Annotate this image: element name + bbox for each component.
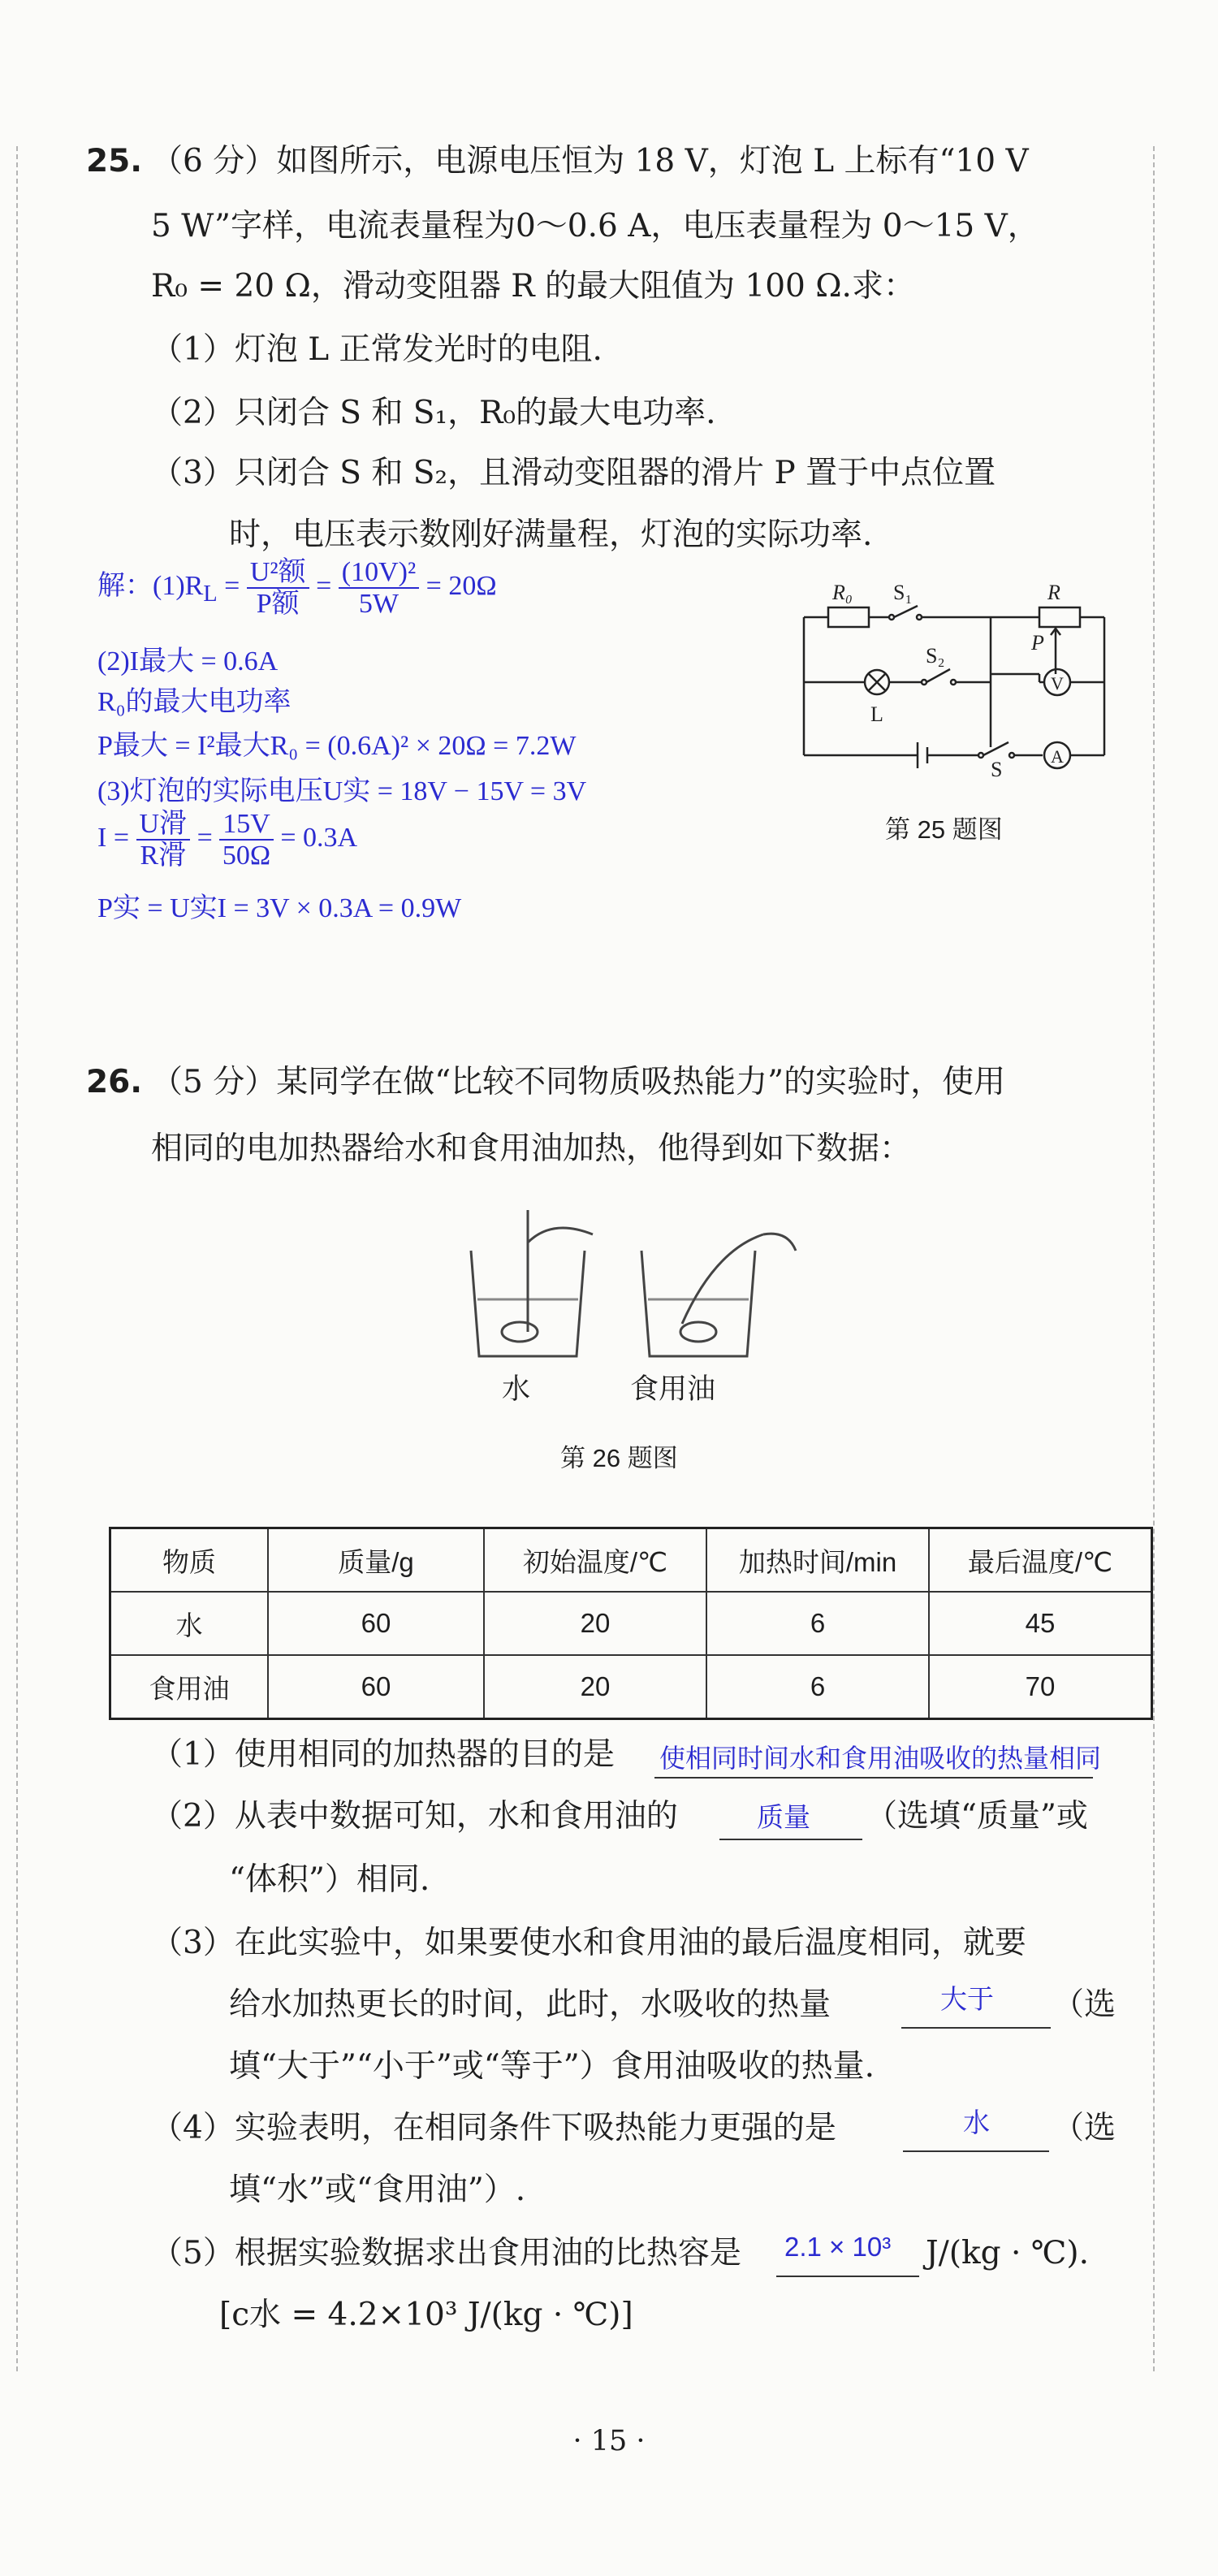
table-header: 加热时间/min [706,1528,929,1593]
label-s: S [991,758,1003,780]
q26-s2-line2: “体积”）相同. [229,1861,430,1898]
label-p: P [1031,631,1044,655]
beaker-figure [455,1202,812,1364]
table-cell: 20 [484,1592,706,1655]
data-table [109,1527,1153,1720]
q26-line2: 相同的电加热器给水和食用油加热，他得到如下数据： [151,1130,912,1167]
q26-s2-text: （2）从表中数据可知，水和食用油的 [151,1798,678,1835]
q25-figure-caption: 第 25 题图 [885,815,1003,844]
q26-s5-line2: [c水 = 4.2×10³ J/(kg · ℃)] [219,2297,633,2333]
answer-1: 使相同时间水和食用油吸收的热量相同 [659,1744,1102,1773]
answer-4: 水 [963,2107,990,2137]
solution-line6: I = $\frac{\text{U滑}}{\text{R滑}}$ = $\frac{15V}{50\Omega}$ = 0.3A [97,809,358,871]
table-cell: 6 [706,1592,929,1655]
table-header: 最后温度/℃ [929,1528,1152,1593]
answer-blank-3 [901,2027,1051,2029]
q25-sub3b: 时，电压表示数刚好满量程，灯泡的实际功率. [229,516,873,553]
answer-blank-2 [719,1839,862,1840]
q26-s3-line2: 给水加热更长的时间，此时，水吸收的热量 [229,1986,831,2023]
q26-s3-tail: （选 [1052,1986,1116,2023]
label-a: A [1051,746,1064,767]
answer-blank-5 [776,2276,919,2277]
page-number: · 15 · [572,2425,646,2457]
table-cell: 70 [929,1655,1152,1719]
table-cell: 60 [268,1655,484,1719]
q25-number: 25. [86,143,143,179]
q26-s3-line1: （3）在此实验中，如果要使水和食用油的最后温度相同，就要 [151,1925,1026,1961]
answer-blank-1 [654,1777,1093,1779]
answer-3: 大于 [940,1984,994,2014]
table-header: 物质 [110,1528,269,1593]
table-cell: 水 [110,1592,269,1655]
solution-line5: (3)灯泡的实际电压U实 = 18V − 15V = 3V [97,776,587,806]
label-water: 水 [502,1373,531,1405]
table-row [110,1592,1152,1655]
label-s1: S₁ [893,581,913,604]
q26-s1-text: （1）使用相同的加热器的目的是 [151,1736,615,1773]
table-cell: 6 [706,1655,929,1719]
q25-sub2: （2）只闭合 S 和 S₁，R₀的最大电功率. [151,395,716,431]
answer-blank-4 [903,2150,1049,2152]
q25-sub3a: （3）只闭合 S 和 S₂，且滑动变阻器的滑片 P 置于中点位置 [151,455,996,491]
table-cell: 食用油 [110,1655,269,1719]
q26-number: 26. [86,1064,143,1100]
label-l: L [870,702,883,726]
q26-s4-line2: 填“水”或“食用油”）. [229,2172,526,2208]
label-r: R [1047,581,1060,604]
q25-line1: （6 分）如图所示，电源电压恒为 18 V，灯泡 L 上标有“10 V [151,143,1029,179]
table-header-row [110,1528,1152,1593]
table-header: 初始温度/℃ [484,1528,706,1593]
label-r0: R₀ [832,581,853,604]
solution-line4: P最大 = I²最大R₀ = (0.6A)² × 20Ω = 7.2W [97,731,577,761]
label-s2: S₂ [926,644,945,668]
right-margin-line [1153,146,1155,2371]
label-oil: 食用油 [630,1373,716,1405]
table-cell: 60 [268,1592,484,1655]
q25-line2: 5 W”字样，电流表量程为0～0.6 A，电压表量程为 0～15 V， [151,208,1039,244]
table-header: 质量/g [268,1528,484,1593]
table-row [110,1655,1152,1719]
q25-sub1: （1）灯泡 L 正常发光时的电阻. [151,331,603,368]
q26-s5-tail: J/(kg · ℃). [926,2235,1090,2271]
solution-line1: 解：$(1)R_L$ = $\frac{\text{U²额}}{\text{P额}}$ = $\frac{\text{(10V)²}}{5W}$ = 20Ω [97,557,497,620]
left-margin-line [16,146,18,2371]
answer-2: 质量 [757,1802,810,1832]
q26-s5-text: （5）根据实验数据求出食用油的比热容是 [151,2235,741,2271]
solution-line2: (2)I最大 = 0.6A [97,646,279,676]
q25-line3: R₀ = 20 Ω，滑动变阻器 R 的最大阻值为 100 Ω.求： [151,268,915,305]
q26-figure-caption: 第 26 题图 [560,1444,678,1472]
answer-5: 2.1 × 10³ [784,2232,892,2262]
q26-s3-line3: 填“大于”“小于”或“等于”）食用油吸收的热量. [229,2048,875,2085]
solution-line3: R₀的最大电功率 [97,687,292,717]
q26-s2-tail: （选填“质量”或 [866,1798,1088,1835]
q26-s4-text: （4）实验表明，在相同条件下吸热能力更强的是 [151,2110,836,2146]
table-cell: 20 [484,1655,706,1719]
q26-line1: （5 分）某同学在做“比较不同物质吸热能力”的实验时，使用 [151,1064,1006,1100]
table-cell: 45 [929,1592,1152,1655]
label-v: V [1051,673,1064,694]
q26-s4-tail: （选 [1052,2110,1116,2146]
solution-line7: P实 = U实I = 3V × 0.3A = 0.9W [97,893,462,923]
circuit-diagram [796,568,1121,780]
